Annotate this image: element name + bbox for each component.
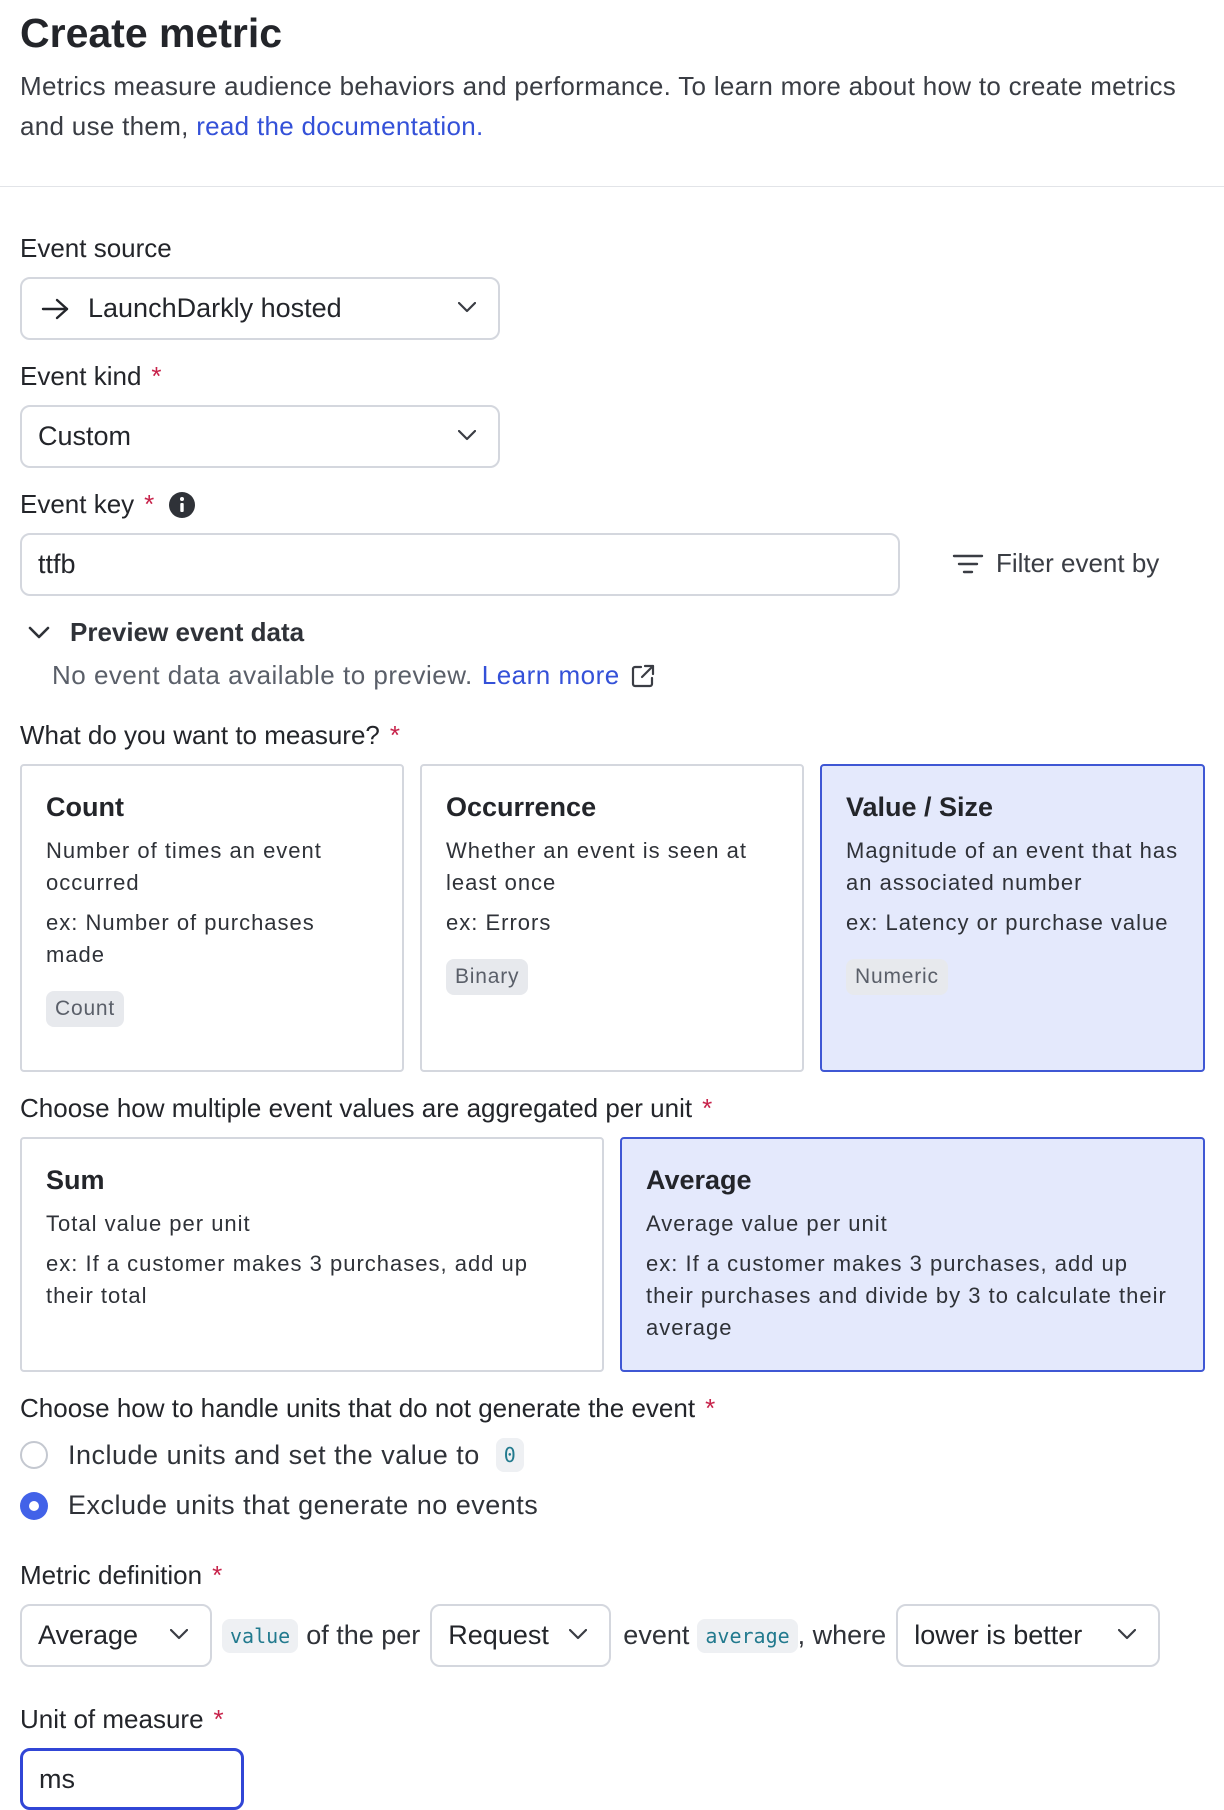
measure-label-text: What do you want to measure? (20, 720, 380, 750)
zero-code: 0 (496, 1438, 524, 1472)
aggregation-card-average[interactable] (620, 1137, 1205, 1372)
units-handling-label (20, 1393, 715, 1424)
chevron-down-icon (458, 302, 476, 313)
event-key-label (20, 489, 196, 520)
event-kind-select[interactable] (20, 405, 500, 468)
required-marker: * (389, 720, 400, 750)
metric-definition-label (20, 1560, 222, 1591)
aggregation-select[interactable] (20, 1604, 212, 1667)
direction-select-value: lower is better (914, 1620, 1083, 1650)
filter-event-button[interactable] (952, 548, 1159, 579)
radio-include[interactable] (20, 1441, 48, 1469)
event-source-label (20, 233, 172, 264)
measure-card-occurrence[interactable] (420, 764, 804, 1072)
metric-definition-label-text: Metric definition (20, 1560, 203, 1590)
preview-toggle[interactable] (28, 617, 304, 648)
card-title: Sum (46, 1165, 105, 1195)
filter-event-label: Filter event by (996, 548, 1160, 578)
radio-exclude[interactable] (20, 1492, 48, 1520)
card-description: Average value per unit (646, 1211, 888, 1236)
required-marker: * (705, 1393, 716, 1423)
card-tag: Numeric (846, 959, 948, 995)
event-source-value: LaunchDarkly hosted (88, 293, 342, 323)
card-description: Total value per unit (46, 1211, 251, 1236)
card-example: ex: Errors (446, 910, 552, 935)
preview-empty-message (52, 660, 656, 691)
card-description: Number of times an event occurred (46, 838, 322, 895)
chevron-down-icon (1118, 1629, 1136, 1640)
chevron-down-icon (458, 430, 476, 441)
chevron-down-icon (569, 1629, 587, 1640)
card-title: Occurrence (446, 792, 597, 822)
chevron-down-icon (28, 626, 50, 640)
card-description: Magnitude of an event that has an associated number (846, 838, 1179, 895)
card-title: Count (46, 792, 124, 822)
card-example: ex: If a customer makes 3 purchases, add up their total (46, 1251, 529, 1308)
value-code: value (222, 1619, 298, 1653)
option-exclude-units[interactable] (20, 1490, 538, 1521)
preview-title: Preview event data (70, 617, 305, 647)
required-marker: * (144, 489, 155, 519)
preview-empty-text: No event data available to preview. (52, 660, 473, 690)
aggregation-label-text: Choose how multiple event values are aggregated per unit (20, 1093, 693, 1123)
card-tag: Count (46, 991, 124, 1027)
required-marker: * (213, 1704, 224, 1734)
average-code: average (697, 1619, 797, 1653)
units-handling-label-text: Choose how to handle units that do not generate the event (20, 1393, 696, 1423)
unit-of-measure-input[interactable] (20, 1748, 244, 1810)
chevron-down-icon (170, 1629, 188, 1640)
learn-more-link[interactable]: Learn more (481, 660, 620, 690)
metric-definition-sentence (20, 1604, 1160, 1667)
event-key-value: ttfb (38, 549, 76, 579)
measure-card-count[interactable] (20, 764, 404, 1072)
card-title: Average (646, 1165, 752, 1195)
required-marker: * (151, 361, 162, 391)
aggregation-card-sum[interactable] (20, 1137, 604, 1372)
event-kind-label-text: Event kind (20, 361, 142, 391)
card-example: ex: Number of purchases made (46, 910, 315, 967)
unit-of-measure-label-text: Unit of measure (20, 1704, 204, 1734)
filter-icon (952, 552, 984, 576)
measure-card-value-size[interactable] (820, 764, 1205, 1072)
aggregation-select-value: Average (38, 1620, 139, 1650)
card-description: Whether an event is seen at least once (446, 838, 747, 895)
unit-select[interactable] (430, 1604, 611, 1667)
event-kind-value: Custom (38, 421, 132, 451)
description-text: Metrics measure audience behaviors and performance. To learn more about how to create metrics and use them, (20, 71, 1177, 141)
event-kind-label (20, 361, 162, 392)
unit-select-value: Request (448, 1620, 549, 1650)
event-key-input[interactable] (20, 533, 900, 596)
unit-of-measure-value: ms (39, 1763, 75, 1794)
arrow-right-icon (40, 297, 72, 321)
event-source-label-text: Event source (20, 233, 172, 263)
card-example: ex: If a customer makes 3 purchases, add up their purchases and divide by 3 to calculate their average (646, 1251, 1167, 1340)
page-title: Create metric (20, 10, 283, 56)
text-where: , where (797, 1620, 887, 1650)
card-title: Value / Size (846, 792, 994, 822)
info-icon[interactable] (168, 491, 196, 519)
documentation-link[interactable]: read the documentation. (196, 111, 484, 141)
card-example: ex: Latency or purchase value (846, 910, 1169, 935)
required-marker: * (702, 1093, 713, 1123)
header-divider (0, 186, 1224, 187)
aggregation-label (20, 1093, 712, 1124)
option-exclude-text: Exclude units that generate no events (68, 1490, 539, 1520)
option-include-text: Include units and set the value to (68, 1439, 480, 1470)
event-key-label-text: Event key (20, 489, 135, 519)
event-source-select[interactable] (20, 277, 500, 340)
page-description (20, 66, 1200, 146)
direction-select[interactable] (896, 1604, 1160, 1667)
unit-of-measure-label (20, 1704, 224, 1735)
external-link-icon[interactable] (630, 663, 656, 689)
card-tag: Binary (446, 959, 528, 995)
measure-label (20, 720, 400, 751)
text-event: event (623, 1620, 690, 1650)
option-include-units[interactable] (20, 1438, 524, 1472)
required-marker: * (212, 1560, 223, 1590)
text-of-the-per: of the per (306, 1620, 421, 1650)
